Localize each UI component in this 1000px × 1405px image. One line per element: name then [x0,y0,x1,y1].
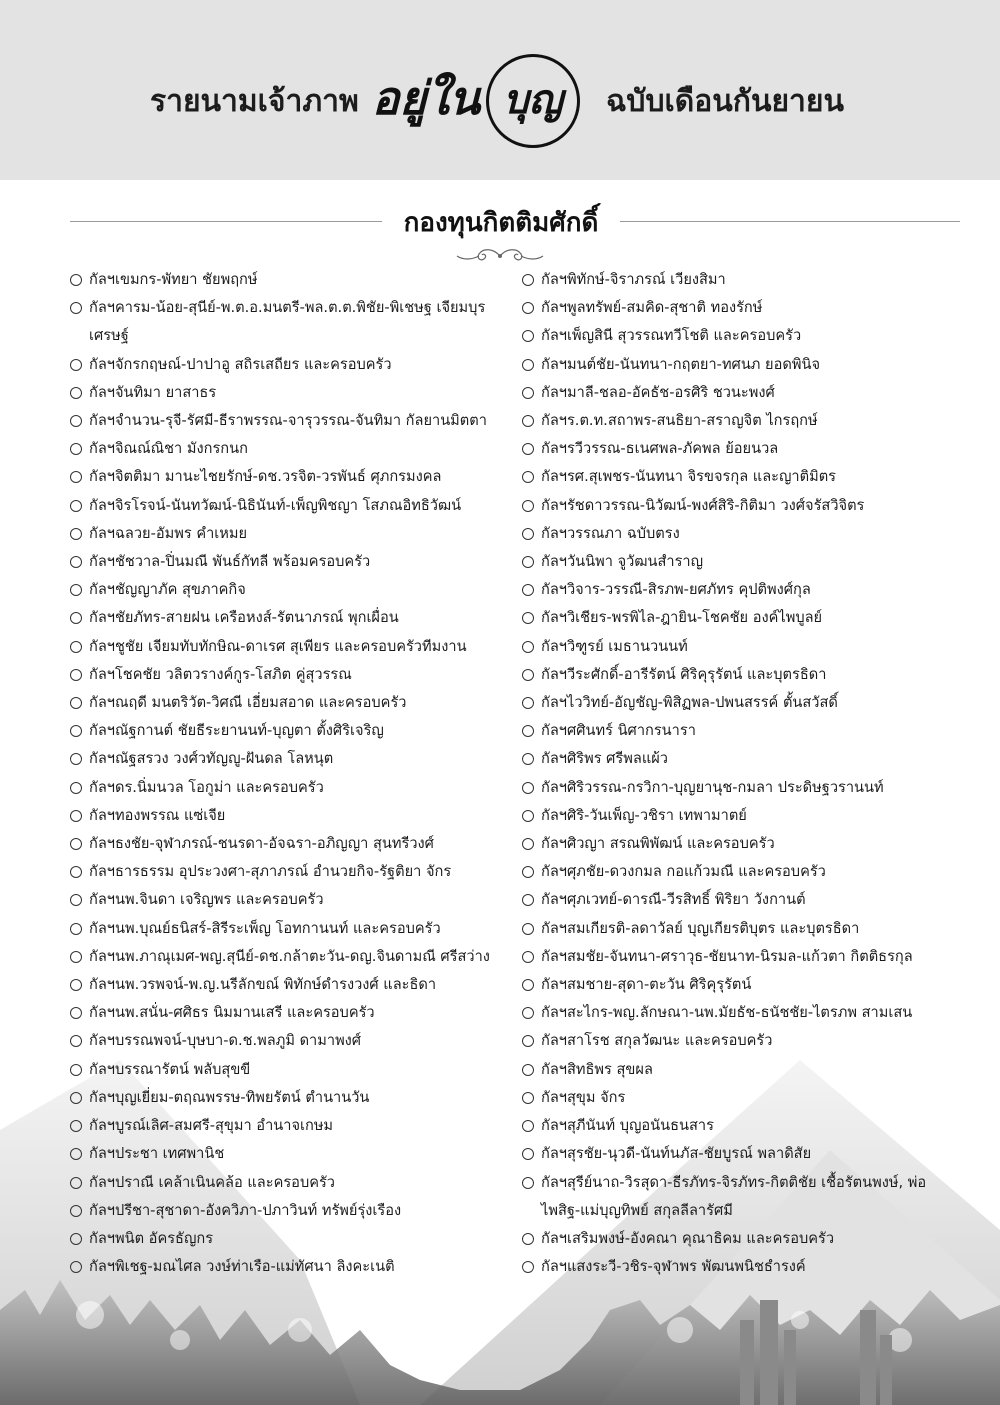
list-item: กัลฯนพ.ภาณุเมศ-พญ.สุนีย์-ดช.กล้าตะวัน-ดญ.จินดามณี ศรีสว่าง [70,943,510,971]
list-item: กัลฯพนิต อัครธัญกร [70,1225,510,1253]
list-item: กัลฯบูรณ์เลิศ-สมศรี-สุขุมา อำนาจเกษม [70,1112,510,1140]
list-item: กัลฯสุรีย์นาถ-วิรสุดา-ธีรภัทร-จิรภัทร-กิตติชัย เชื้อรัตนพงษ์, พ่อไพสิฐ-แม่บุญทิพย์ สกุลลีลารัศมี [522,1169,962,1225]
list-item: กัลฯวิเชียร-พรพิไล-ฎายิน-โชคชัย องค์ไพบูลย์ [522,604,962,632]
list-item: กัลฯสมชาย-สุดา-ตะวัน ศิริคุรุรัตน์ [522,971,962,999]
circle-bullet-icon [522,697,534,709]
circle-bullet-icon [522,471,534,483]
list-item: กัลฯรวีวรรณ-ธเนศพล-ภัคพล ย้อยนวล [522,435,962,463]
list-item: กัลฯนพ.จินดา เจริญพร และครอบครัว [70,886,510,914]
circle-bullet-icon [70,302,82,314]
list-item: กัลฯศุภเวทย์-ดารณี-วีรสิทธิ์ พิริยา วังกานต์ [522,886,962,914]
list-item: กัลฯเพ็ญสินี สุวรรณทวีโชติ และครอบครัว [522,322,962,350]
list-item: กัลฯสมชัย-จันทนา-ศราวุธ-ชัยนาท-นิรมล-แก้วตา กิตติธรกุล [522,943,962,971]
circle-bullet-icon [522,1064,534,1076]
list-item: กัลฯวิจาร-วรรณี-สิรภพ-ยศภัทร คุปติพงศ์กุล [522,576,962,604]
list-item: กัลฯชัญญาภัค สุขภาคกิจ [70,576,510,604]
header [0,52,1000,152]
circle-bullet-icon [522,1035,534,1047]
list-item: กัลฯชัยภัทร-สายฝน เครือหงส์-รัตนาภรณ์ พุกเผื่อน [70,604,510,632]
circle-bullet-icon [522,302,534,314]
list-item: กัลฯโชคชัย วลิตวรางค์กูร-โสภิต คู่สุวรรณ [70,661,510,689]
list-item: กัลฯฉลวย-อัมพร คำเหมย [70,520,510,548]
circle-bullet-icon [70,979,82,991]
circle-bullet-icon [70,1177,82,1189]
list-item: กัลฯปรีชา-สุชาดา-อังควิภา-ปภาวินท์ ทรัพย์รุ่งเรือง [70,1197,510,1225]
circle-bullet-icon [522,923,534,935]
circle-bullet-icon [70,923,82,935]
circle-bullet-icon [522,894,534,906]
circle-bullet-icon [70,669,82,681]
list-item: กัลฯจันทิมา ยาสาธร [70,379,510,407]
circle-bullet-icon [522,641,534,653]
circle-bullet-icon [522,330,534,342]
circle-bullet-icon [70,1064,82,1076]
circle-bullet-icon [522,838,534,850]
list-item: กัลฯสาโรช สกุลวัฒนะ และครอบครัว [522,1027,962,1055]
circle-bullet-icon [70,443,82,455]
circle-bullet-icon [70,556,82,568]
list-item: กัลฯนพ.สนั่น-ศศิธร นิมมานเสรี และครอบครัว [70,999,510,1027]
circle-bullet-icon [70,951,82,963]
divider-right [620,221,960,222]
circle-bullet-icon [70,1092,82,1104]
list-item: กัลฯจิรโรจน์-นันทวัฒน์-นิธินันท์-เพ็ญพิชญา โสภณอิทธิวัฒน์ [70,492,510,520]
list-item: กัลฯพูลทรัพย์-สมคิด-สุชาติ ทองรักษ์ [522,294,962,322]
list-item: กัลฯวีระศักดิ์-อารีรัตน์ ศิริคุรุรัตน์ และบุตรธิดา [522,661,962,689]
circle-bullet-icon [70,1035,82,1047]
logo-text-left: อยู่ใน [371,71,481,125]
circle-bullet-icon [70,782,82,794]
list-item: กัลฯศศินทร์ นิศากรนารา [522,717,962,745]
list-item: กัลฯดร.นิ่มนวล โอกูม่า และครอบครัว [70,774,510,802]
list-item: กัลฯเขมกร-พัทยา ชัยพฤกษ์ [70,266,510,294]
list-item: กัลฯแสงระวี-วชิร-จุฬาพร พัฒนพนิชธำรงค์ [522,1253,962,1281]
magazine-logo [366,52,604,152]
circle-bullet-icon [70,584,82,596]
circle-bullet-icon [522,415,534,427]
list-item: กัลฯจิตติมา มานะไชยรักษ์-ดช.วรจิต-วรพันธ์ ศุภกรมงคล [70,463,510,491]
list-item: กัลฯสุขุม จักร [522,1084,962,1112]
list-item: กัลฯณัฐกานต์ ชัยธีระยานนท์-บุญตา ตั้งศิริเจริญ [70,717,510,745]
circle-bullet-icon [522,753,534,765]
circle-bullet-icon [70,753,82,765]
list-item: กัลฯวรรณภา ฉบับตรง [522,520,962,548]
circle-bullet-icon [70,866,82,878]
list-item: กัลฯสุภีนันท์ บุญอนันธนสาร [522,1112,962,1140]
circle-bullet-icon [522,810,534,822]
list-item: กัลฯศิริวรรณ-กรวิกา-บุญยานุช-กมลา ประดิษฐวรานนท์ [522,774,962,802]
circle-bullet-icon [522,979,534,991]
circle-bullet-icon [70,528,82,540]
list-item: กัลฯนพ.บุณย์ธนิสร์-สิรีระเพ็ญ โอทกานนท์ และครอบครัว [70,915,510,943]
circle-bullet-icon [70,1007,82,1019]
circle-bullet-icon [522,443,534,455]
circle-bullet-icon [70,359,82,371]
crystal-scene-decoration [0,1270,1000,1405]
circle-bullet-icon [70,1148,82,1160]
circle-bullet-icon [522,500,534,512]
list-item: กัลฯพิทักษ์-จิราภรณ์ เวียงสิมา [522,266,962,294]
list-item: กัลฯคารม-น้อย-สุนีย์-พ.ต.อ.มนตรี-พล.ต.ต.พิชัย-พิเชษฐ เจียมบุรเศรษฐ์ [70,294,510,350]
circle-bullet-icon [522,1120,534,1132]
circle-bullet-icon [70,274,82,286]
list-item: กัลฯสมเกียรติ-ลดาวัลย์ บุญเกียรติบุตร และบุตรธิดา [522,915,962,943]
list-item: กัลฯชัชวาล-ปิ่นมณี พันธ์กัทลี พร้อมครอบครัว [70,548,510,576]
circle-bullet-icon [522,669,534,681]
list-item: กัลฯบรรณพจน์-บุษบา-ด.ช.พลภูมิ ดามาพงศ์ [70,1027,510,1055]
list-item: กัลฯปราณี เคล้าเนินคล้อ และครอบครัว [70,1169,510,1197]
list-item: กัลฯไววิทย์-อัญชัญ-พิสิฏพล-ปพนสรรค์ ตั้นสวัสดิ์ [522,689,962,717]
list-item: กัลฯณฤดี มนตริวัต-วิศณี เอี่ยมสอาด และครอบครัว [70,689,510,717]
circle-bullet-icon [70,838,82,850]
list-item: กัลฯศิวญา สรณพิพัฒน์ และครอบครัว [522,830,962,858]
circle-bullet-icon [70,387,82,399]
circle-bullet-icon [522,725,534,737]
list-item: กัลฯจำนวน-รุจี-รัศมี-ธีราพรรณ-จารุวรรณ-จันทิมา กัลยานมิตตา [70,407,510,435]
list-item: กัลฯร.ต.ท.สถาพร-สนธิยา-สราญจิต ไกรฤกษ์ [522,407,962,435]
circle-bullet-icon [70,1205,82,1217]
list-item: กัลฯณัฐสรวง วงศ์วทัญญู-ฝันดล โลหนุต [70,745,510,773]
circle-bullet-icon [522,1177,534,1189]
circle-bullet-icon [70,641,82,653]
divider-left [70,221,382,222]
list-item: กัลฯวิฑูรย์ เมธานวนนท์ [522,633,962,661]
list-item: กัลฯสะไกร-พญ.ลักษณา-นพ.มัยธัช-ธนัชชัย-ไตรภพ สามเสน [522,999,962,1027]
circle-bullet-icon [522,866,534,878]
circle-bullet-icon [522,584,534,596]
list-item: กัลฯจิณณ์ณิชา มังกรกนก [70,435,510,463]
list-item: กัลฯศิริ-วันเพ็ญ-วชิรา เทพามาตย์ [522,802,962,830]
list-item: กัลฯบรรณารัตน์ พลับสุขขี [70,1056,510,1084]
list-item: กัลฯรัชดาวรรณ-นิวัฒน์-พงศ์สิริ-กิติมา วงศ์จรัสวิจิตร [522,492,962,520]
circle-bullet-icon [522,1148,534,1160]
list-item: กัลฯเสริมพงษ์-อังคณา คุณาธิคม และครอบครัว [522,1225,962,1253]
circle-bullet-icon [522,951,534,963]
circle-bullet-icon [522,274,534,286]
circle-bullet-icon [522,1092,534,1104]
circle-bullet-icon [70,697,82,709]
list-item: กัลฯธารธรรม อุประวงศา-สุภาภรณ์ อำนวยกิจ-รัฐติยา จักร [70,858,510,886]
circle-bullet-icon [522,359,534,371]
list-item: กัลฯศิริพร ศรีพลแผ้ว [522,745,962,773]
list-item: กัลฯธงชัย-จุฬาภรณ์-ชนรดา-อัจฉรา-อภิญญา สุนทรีวงศ์ [70,830,510,858]
circle-bullet-icon [70,894,82,906]
circle-bullet-icon [522,387,534,399]
header-title-right: ฉบับเดือนกันยายน [606,84,844,119]
circle-bullet-icon [522,528,534,540]
circle-bullet-icon [522,1233,534,1245]
list-item: กัลฯจักรกฤษณ์-ปาปาอู สถิรเสถียร และครอบครัว [70,351,510,379]
list-item: กัลฯวันนิพา จูวัฒนสำราญ [522,548,962,576]
list-item: กัลฯศุภชัย-ดวงกมล กอแก้วมณี และครอบครัว [522,858,962,886]
circle-bullet-icon [70,415,82,427]
circle-bullet-icon [522,556,534,568]
circle-bullet-icon [70,1120,82,1132]
circle-bullet-icon [70,500,82,512]
donor-list-left [70,266,510,1281]
circle-bullet-icon [70,1233,82,1245]
section-title-row [0,200,1000,244]
circle-bullet-icon [70,810,82,822]
list-item: กัลฯมาลี-ชลอ-อัคธัช-อรศิริ ชวนะพงศ์ [522,379,962,407]
list-item: กัลฯรศ.สุเพชร-นันทนา จิรขจรกุล และญาติมิตร [522,463,962,491]
list-item: กัลฯพิเชฐ-มณไศล วงษ์ท่าเรือ-แม่ทัศนา ลิงคะเนติ [70,1253,510,1281]
list-item: กัลฯประชา เทศพานิช [70,1140,510,1168]
list-item: กัลฯสิทธิพร สุขผล [522,1056,962,1084]
circle-bullet-icon [522,1007,534,1019]
list-item: กัลฯนพ.วรพจน์-พ.ญ.นรีลักขณ์ พิทักษ์ดำรงวงศ์ และธิดา [70,971,510,999]
circle-bullet-icon [522,612,534,624]
header-title-left: รายนามเจ้าภาพ [150,84,359,119]
list-item: กัลฯสุรชัย-นุวดี-นันท์นภัส-ชัยบูรณ์ พลาดิสัย [522,1140,962,1168]
flourish-ornament-icon [455,246,545,266]
list-item: กัลฯมนต์ชัย-นันทนา-กฤตยา-ทศนภ ยอดพินิจ [522,351,962,379]
list-item: กัลฯบุญเยี่ยม-ตฤณพรรษ-ทิพยรัตน์ ตำนานวัน [70,1084,510,1112]
donor-list-right [522,266,962,1281]
circle-bullet-icon [70,471,82,483]
circle-bullet-icon [522,782,534,794]
section-title: กองทุนกิตติมศักดิ์ [403,208,599,238]
circle-bullet-icon [70,612,82,624]
list-item: กัลฯชูชัย เจียมทับทักษิณ-ดาเรศ สุเพียร และครอบครัวทีมงาน [70,633,510,661]
list-item: กัลฯทองพรรณ แซ่เจีย [70,802,510,830]
circle-bullet-icon [70,725,82,737]
logo-text-right: บุญ [503,76,563,123]
